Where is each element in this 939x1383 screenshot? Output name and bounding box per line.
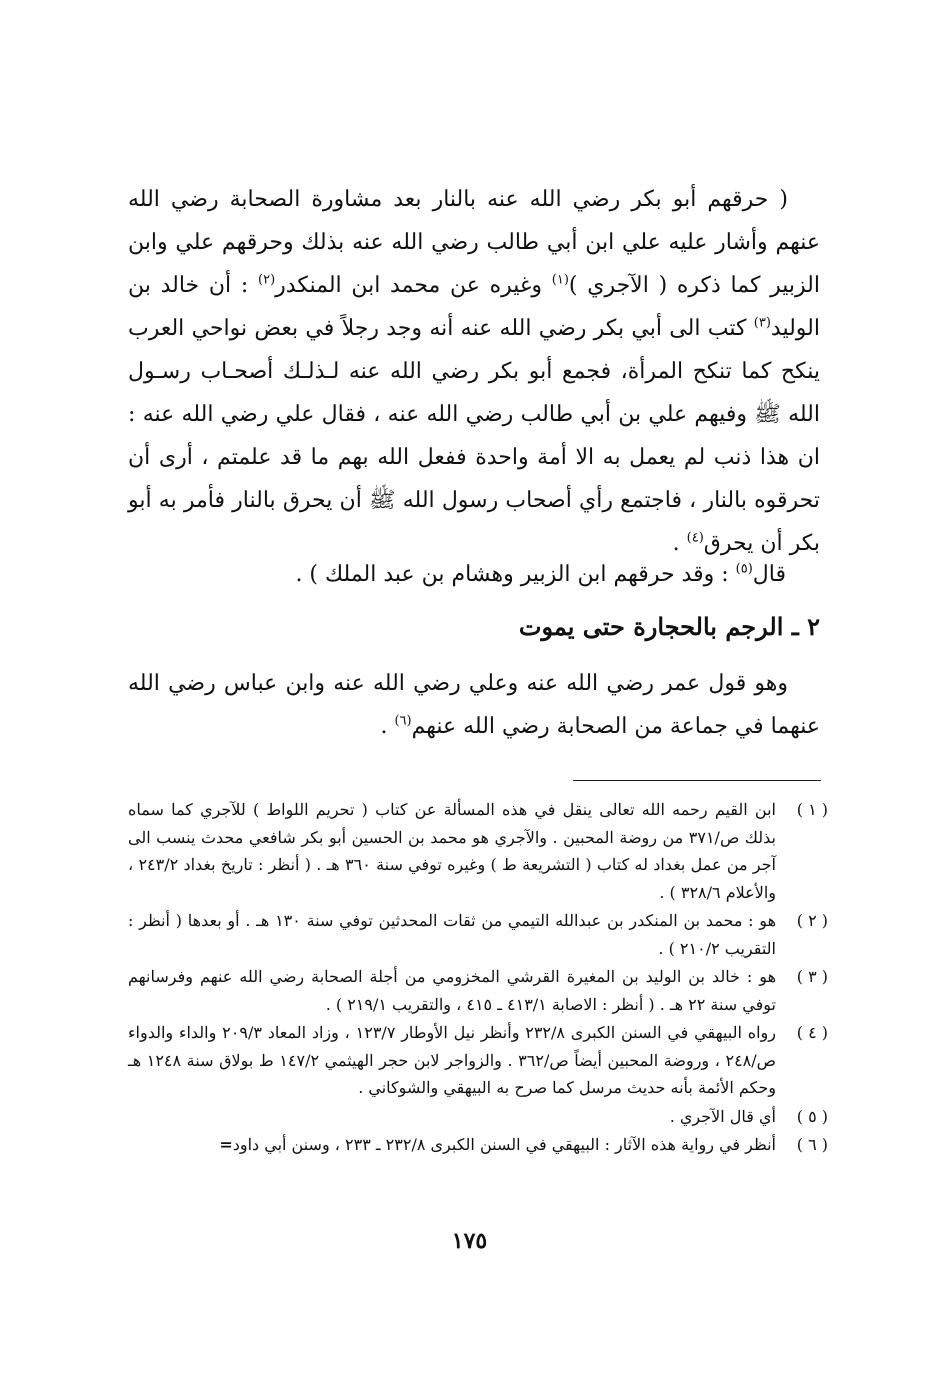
qala-paragraph (128, 553, 820, 596)
footnote-ref-3[interactable]: (٣) (753, 315, 771, 331)
footnote-number: ( ١ ) (796, 800, 828, 819)
section-heading: ٢ ـ الرجم بالحجارة حتى يموت (518, 612, 820, 641)
footnote-number: ( ٣ ) (796, 967, 828, 986)
footnote-2 (128, 907, 828, 962)
footnote-text: رواه البيهقي في السنن الكبرى ٢٣٢/٨ وأنظر نيل الأوطار ١٢٣/٧ ، وزاد المعاد ٢٠٩/٣ والداء والدواء ص/٢٤٨ ، وروضة المحبين أيضاً ص/٣٦٢ . والزواجر لابن حجر الهيثمي ١٤٧/٢ ط بولاق سنة ١٢٤٨ هـ وحكم الأئمة بأنه حديث مرسل كما صرح به البيهقي والشوكاني . (128, 1023, 777, 1097)
rajm-paragraph (128, 662, 820, 748)
footnote-3 (128, 963, 828, 1018)
footnote-ref-4[interactable]: (٤) (686, 530, 704, 546)
footnote-ref-6[interactable]: (٦) (394, 713, 412, 729)
footnote-number: ( ٦ ) (796, 1135, 828, 1154)
footnote-6 (128, 1131, 828, 1159)
footnote-text: هو : محمد بن المنكدر بن عبدالله التيمي من ثقات المحدثين توفي سنة ١٣٠ هـ . أو بعدها ( أنظر : التقريب ٢١٠/٢ ) . (128, 911, 776, 958)
continuation-mark: = (219, 1135, 233, 1154)
footnote-4 (128, 1019, 828, 1102)
para1-part-e: . (672, 531, 687, 556)
page-number: ١٧٥ (451, 1228, 488, 1254)
footnote-number: ( ٢ ) (796, 911, 828, 930)
footnote-text: ابن القيم رحمه الله تعالى ينقل في هذه المسألة عن كتاب ( تحريم اللواط ) للآجري كما سماه بذلك ص/٣٧١ من روضة المحبين . والآجري هو محمد بن الحسين أبو بكر شافعي محدث ينسب الى آجر من عمل بغداد له كتاب ( التشريعة ط ) وغيره توفي سنة ٣٦٠ هـ . ( أنظر : تاريخ بغداد ٢٤٣/٢ ، والأعلام ٣٢٨/٦ ) . (128, 800, 777, 902)
footnote-text: هو : خالد بن الوليد بن المغيرة القرشي المخزومي من أجلة الصحابة رضي الله عنهم وفرسانهم توفي سنة ٢٢ هـ . ( أنظر : الاصابة ٤١٣/١ ـ ٤١٥ ، والتقريب ٢١٩/١ ) . (128, 967, 776, 1014)
footnote-ref-2[interactable]: (٢) (258, 272, 276, 288)
main-paragraph (128, 178, 820, 565)
footnote-6-body: أنظر في رواية هذه الآثار : البيهقي في السنن الكبرى ٢٣٢/٨ ـ ٢٣٣ ، وسنن أبي داود (232, 1135, 776, 1154)
footnote-number: ( ٤ ) (796, 1023, 828, 1042)
footnote-ref-5[interactable]: (٥) (735, 561, 753, 577)
para1-part-d: كتب الى أبي بكر رضي الله عنه أنه وجد رجلاً في بعض نواحي العرب ينكح كما تنكح المرأة، فجمع أبو بكر رضي الله عنه لـذلـك أصحـاب رسـول الله ﷺ وفيهم علي بن أبي طالب رضي الله عنه ، فقال علي رضي الله عنه : ان هذا ذنب لم يعمل به الا أمة واحدة ففعل الله بهم ما قد علمتم ، أرى أن تحرقوه بالنار ، فاجتمع رأي أصحاب رسول الله ﷺ أن يحرق بالنار فأمر به أبو بكر أن يحرق (128, 316, 820, 556)
footnote-text (128, 1131, 776, 1159)
footnote-ref-1[interactable]: (١) (551, 272, 569, 288)
footnote-number: ( ٥ ) (796, 1106, 828, 1126)
qala-part-a: قال (752, 562, 786, 587)
qala-part-b: : وقد حرقهم ابن الزبير وهشام بن عبد الملك ) . (295, 562, 736, 587)
footnote-separator (573, 780, 821, 781)
para1-part-a: ( حرقهم أبو بكر رضي الله عنه بالنار بعد مشاورة الصحابة رضي الله عنهم وأشار عليه علي ابن أبي طالب رضي الله عنه بذلك وحرقهم علي وابن الزبير كما ذكره ( الآجري ) (128, 187, 820, 298)
footnote-text: أي قال الآجري . (669, 1106, 776, 1126)
footnotes-section (128, 796, 828, 1160)
footnote-1 (128, 796, 828, 906)
para2-part-b: . (380, 714, 395, 739)
para1-part-b: وغيره عن محمد ابن المنكدر (275, 273, 552, 298)
para1-part-c: : أن خالد بن الوليد (128, 273, 820, 341)
footnote-5 (128, 1103, 828, 1131)
para2-part-a: وهو قول عمر رضي الله عنه وعلي رضي الله عنه وابن عباس رضي الله عنهما في جماعة من الصحابة رضي الله عنهم (128, 671, 820, 739)
